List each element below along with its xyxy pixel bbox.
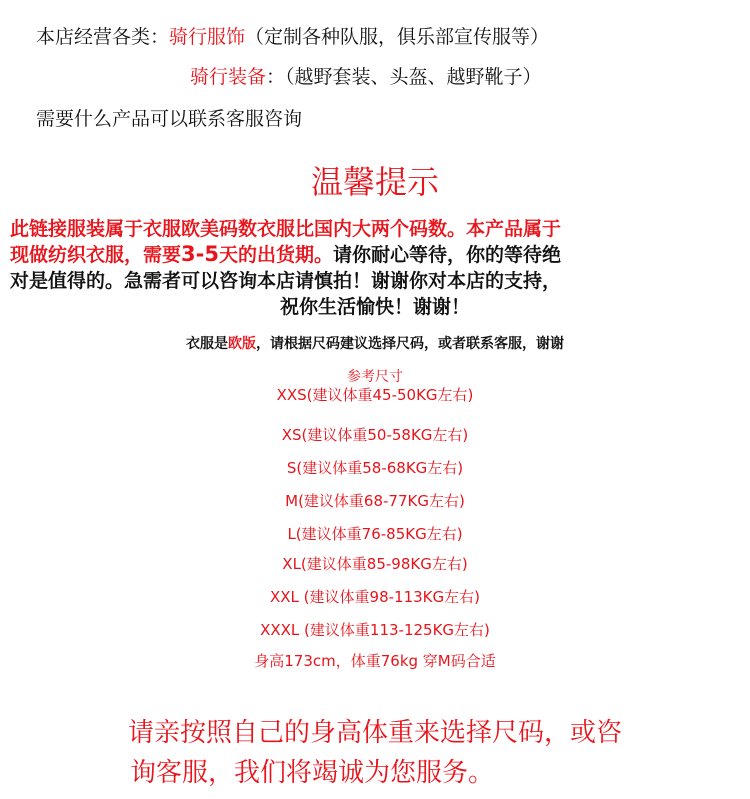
tips-title: 温馨提示	[310, 163, 439, 201]
notice-red-2a: 现做纺织衣服，需要	[10, 244, 182, 266]
size-item: XXS(建议体重45-50KG左右)	[276, 386, 474, 404]
intro-highlight-equipment: 骑行装备	[190, 66, 267, 88]
notice-line-1: 此链接服装属于衣服欧美码数衣服比国内大两个码数。本产品属于	[10, 218, 562, 240]
notice-red-days: 3-5	[181, 242, 219, 266]
euro-size-note	[0, 333, 750, 353]
intro-line-business	[36, 22, 549, 49]
size-item: XL(建议体重85-98KG左右)	[282, 555, 468, 573]
size-item: XS(建议体重50-58KG左右)	[281, 426, 469, 444]
intro-prefix: 本店经营各类：	[36, 26, 170, 48]
notice-line-3: 对是值得的。急需者可以咨询本店请慎拍！谢谢你对本店的支持，	[10, 270, 562, 292]
size-item: XXXL (建议体重113-125KG左右)	[260, 621, 490, 639]
size-reference-title: 参考尺寸	[347, 369, 403, 385]
euro-note-suffix: ，请根据尺码建议选择尺码，或者联系客服，谢谢	[256, 336, 564, 352]
euro-note-highlight: 欧版	[228, 336, 256, 352]
intro-suffix-apparel: （定制各种队服，俱乐部宣传服等）	[245, 26, 550, 48]
size-item: S(建议体重58-68KG左右)	[286, 459, 464, 477]
notice-black-2: 请你耐心等待，你的等待绝	[332, 244, 561, 266]
size-item: L(建议体重76-85KG左右)	[287, 525, 463, 543]
closing-line-2: 询客服，我们将竭诚为您服务。	[130, 758, 495, 788]
notice-red-2c: 天的出货期。	[218, 244, 333, 266]
intro-highlight-apparel: 骑行服饰	[169, 26, 246, 48]
size-item: XXL (建议体重98-113KG左右)	[270, 588, 480, 606]
model-size-reference: 身高173cm，体重76kg 穿M码合适	[254, 652, 496, 670]
intro-suffix-equipment: ：（越野套装、头盔、越野靴子）	[266, 66, 542, 88]
closing-line-1: 请亲按照自己的身高体重来选择尺码，或咨	[127, 718, 622, 748]
notice-line-2	[10, 240, 561, 267]
euro-note-prefix: 衣服是	[186, 336, 228, 352]
size-item: M(建议体重68-77KG左右)	[285, 492, 465, 510]
notice-line-4: 祝你生活愉快！谢谢！	[279, 296, 470, 318]
intro-line-equipment	[190, 62, 542, 89]
intro-line-contact: 需要什么产品可以联系客服咨询	[36, 108, 303, 130]
